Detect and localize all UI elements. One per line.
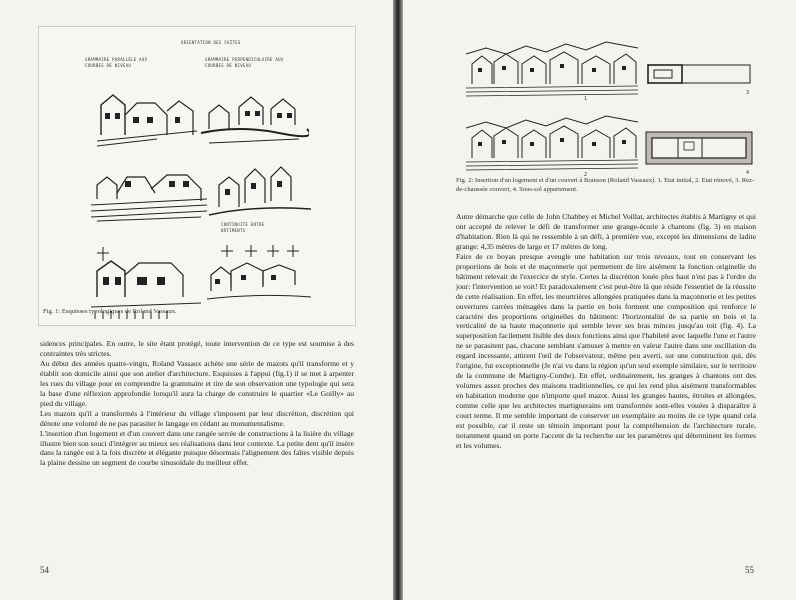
figure-1-label-continuity: CONTINUITÉ ENTRE BÂTIMENTS [221,222,265,233]
left-body-text [40,339,354,468]
figure-1-label-perpendicular: GRAMMAIRE PERPENDICULAIRE AUX COURBES DE NIVEAU [205,57,284,68]
sketch-perpendicular-1 [199,89,309,151]
sketch-parallel-2 [91,159,207,223]
floor-plan-ground [644,62,754,86]
left-paragraph-3: Les mazots qu'il a transformés à l'intérieur du village s'imposent par leur discrétion, discrétion qui dénote une volonté de ne pas parasiter le langage en cédant au monumentalisme. [40,408,354,428]
right-paragraph-1: Autre démarche que celle de John Chabbey et Michel Voillat, architectes établis à Martigny et qui ont accepté de relever le défi de transformer une grange-écurie à chantons (fig. 3) en maison d'habitation. Rien là qui ne ressemble à un défi, à première vue, excepté les dimensions de ladite grange: 4,35 mètres de large et 17 mètres de long. [456,212,756,251]
sketch-perpendicular-2 [205,157,315,223]
floor-plan-basement [644,130,754,166]
left-paragraph-4: L'insertion d'un logement et d'un couvert dans une rangée serrée de constructions à la lisière du village illustre bien son souci d'intégrer au mieux ses réalisations dans leur contexte. La petite dent qu'il insère dans la rangée est à la fois discrète et élégante puisque désormais l'alignement des faîtes visible depuis la plaine dessine un segment de courbe sinusoïdale du meilleur effet. [40,428,354,468]
village-sketch-initial [466,34,638,98]
sketch-continuity [207,241,313,311]
right-body-text [456,212,756,451]
village-sketch-renovated [466,110,638,172]
figure-1 [38,26,356,326]
figure-1-title: ORIENTATION DES FAÎTES [181,40,241,45]
figure-2-label-4: 4 [746,170,750,176]
left-page-number: 54 [40,565,49,575]
figure-2-label-3: 3 [746,90,750,96]
figure-1-caption: Fig. 1: Esquisses typologiques de Roland Vassaux. [43,308,177,315]
figure-2 [456,28,756,208]
right-page [403,0,796,600]
figure-2-label-1: 1 [584,96,588,102]
figure-2-caption: Fig. 2: Insertion d'un logement et d'un couvert à Branson (Roland Vassaux). 1. Etat initial, 2. Etat rénové, 3. Rez-de-chaussée couvert, 4. Sous-sol appartement. [456,177,755,193]
right-page-number: 55 [745,565,754,575]
left-page [0,0,393,600]
right-paragraph-2: Faire de ce boyau presque aveugle une habitation sur trois niveaux, tout en conservant les proportions de bois et de maçonnerie qui permettent de lire aisément la fonction originelle du bâtiment relevait de l'exercice de style. Certes la discrétion louée plus haut n'est pas à l'ordre du jour: l'intervention se voit! Et paradoxalement c'est peut-être là que réside l'essentiel de la réussite de cette réalisation. En effet, les meurtrières allongées pratiquées dans la maçonnerie et les petites ouvertures carrées ménagées dans la partie en bois forment une composition qui renforce le caractère des proportions originelles du bâtiment: l'horizontalité de sa partie en bois et la verticalité de sa haute maçonnerie qui semble lever ses bras minces jusqu'au toit (fig. 4). La superposition facilement lisible des deux fonctions ainsi que l'habileté avec laquelle l'une et l'autre ne se parasitent pas, chacune semblant s'amuser à mettre en valeur l'autre dans une oscillation du regard incessante, attirent l'œil de l'observateur, même peu averti, sur une construction qui, dès l'origine, fut exceptionnelle (Je n'ai vu dans la région qu'un seul exemple similaire, sur le territoire de la commune de Martigny-Combe). En effet, ordinairement, les granges à chantons ont des volumes assez proches des maisons traditionnelles, ce qui les rend plus aisément transformables en habitation moderne que n'importe quel mazot. Aussi les granges hautes, étroites et allongées, comme celle que les architectes martignerains ont transformée sont-elles vouées à disparaître à court terme. Il me semble important de conserver un exemplaire au moins de ce type quand cela est possible, car il reste un témoin important pour la compréhension de l'architecture rurale, notamment quand on porte l'accent de la recherche sur les paramètres qui déterminent les formes et les volumes. [456,251,756,450]
figure-2-label-2: 2 [584,172,588,178]
left-paragraph-2: Au début des années quatre-vingts, Roland Vassaux achète une série de mazots qu'il transforme et y établit son domicile ainsi que son atelier d'architecture. Esquisses à l'appui (fig.1) il se met à arpenter les rues du village pour en comprendre la grammaire et tire de son observation une typologie qui sera la base d'une réflexion approfondie lorsqu'il aura la charge de construire le quartier «Le Goilly» au pied du village. [40,358,354,408]
book-spine [393,0,403,600]
left-paragraph-1: sidences principales. En outre, le site étant protégé, toute intervention de ce type est soumise à des contraintes très strictes. [40,339,354,358]
sketch-parallel-1 [97,85,197,147]
figure-1-label-parallel: GRAMMAIRE PARALLÈLE AUX COURBES DE NIVEAU [85,57,148,68]
